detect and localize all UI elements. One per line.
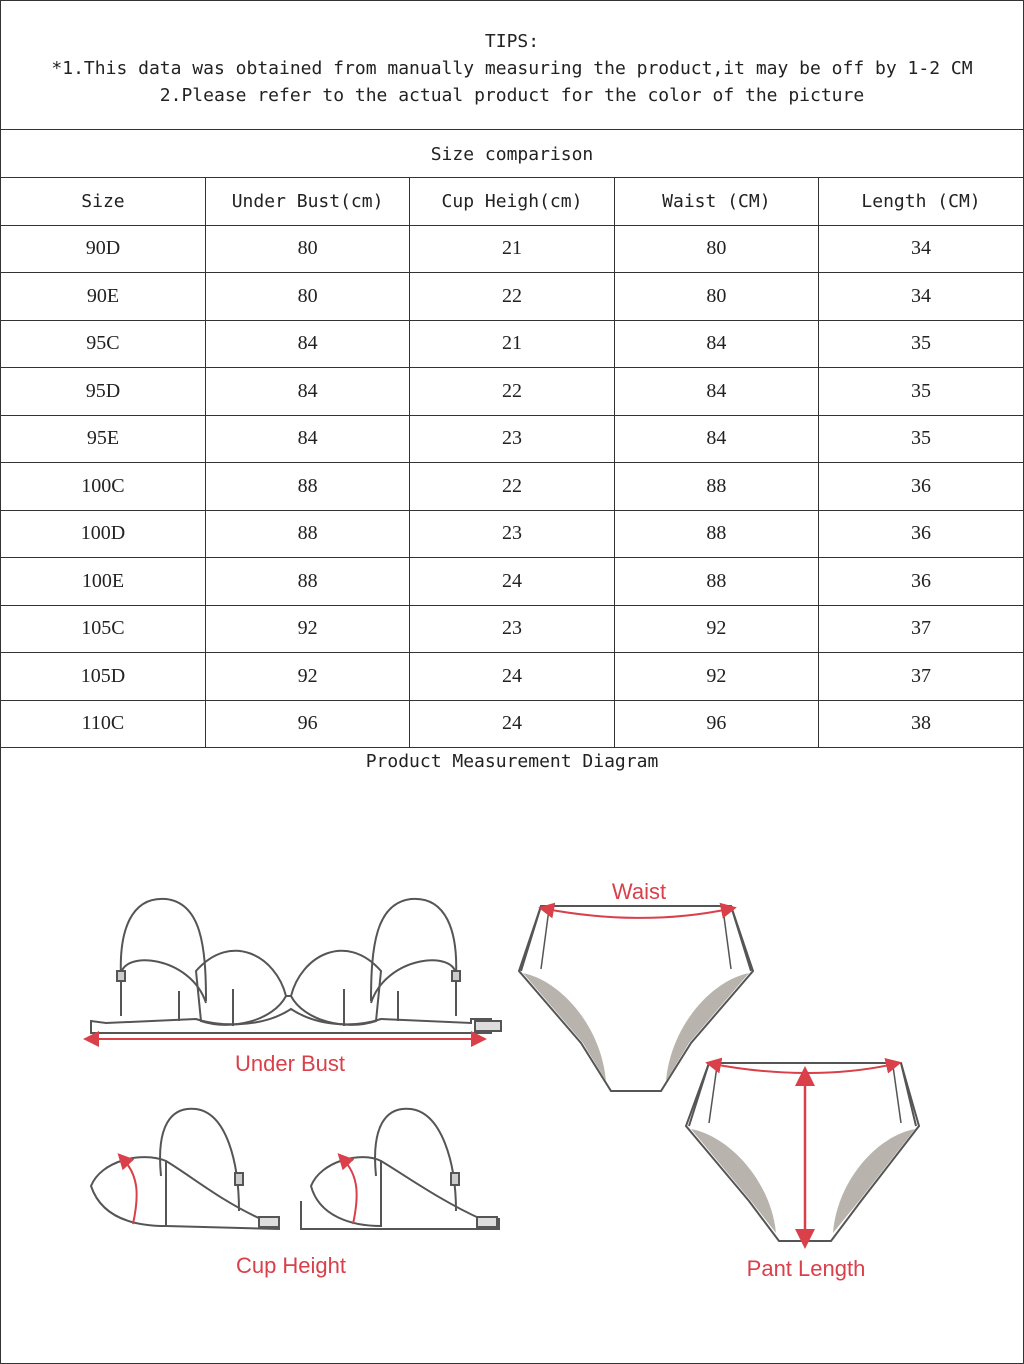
header-length: Length (CM) xyxy=(819,178,1023,225)
cup-height-arrow-right xyxy=(343,1159,357,1224)
cell: 24 xyxy=(410,558,614,606)
bra-side-illustration-right xyxy=(301,1109,499,1229)
cell: 88 xyxy=(614,510,818,558)
table-row xyxy=(1,415,1023,463)
cell: 24 xyxy=(410,700,614,748)
cell: 23 xyxy=(410,605,614,653)
cell: 96 xyxy=(614,700,818,748)
cell: 80 xyxy=(205,225,409,273)
waist-arrow xyxy=(546,909,729,918)
table-row xyxy=(1,558,1023,606)
cell: 84 xyxy=(614,368,818,416)
cell: 84 xyxy=(614,415,818,463)
cell: 36 xyxy=(819,558,1023,606)
panty-front-illustration xyxy=(686,1063,919,1241)
table-row xyxy=(1,273,1023,321)
cell: 90D xyxy=(1,225,205,273)
header-cup-height: Cup Heigh(cm) xyxy=(410,178,614,225)
table-row xyxy=(1,653,1023,701)
table-row xyxy=(1,320,1023,368)
cell: 22 xyxy=(410,273,614,321)
table-caption: Size comparison xyxy=(1,130,1023,178)
cell: 100E xyxy=(1,558,205,606)
cell: 88 xyxy=(614,463,818,511)
cell: 37 xyxy=(819,653,1023,701)
cell: 84 xyxy=(205,415,409,463)
cell: 88 xyxy=(205,463,409,511)
cell: 92 xyxy=(614,605,818,653)
cell: 96 xyxy=(205,700,409,748)
tips-line-2: 2.Please refer to the actual product for the color of the picture xyxy=(159,85,865,106)
cell: 92 xyxy=(205,605,409,653)
cell: 22 xyxy=(410,463,614,511)
tips-heading: TIPS: xyxy=(484,31,540,52)
cell: 80 xyxy=(614,273,818,321)
cell: 24 xyxy=(410,653,614,701)
header-waist: Waist (CM) xyxy=(614,178,818,225)
cell: 105D xyxy=(1,653,205,701)
cell: 88 xyxy=(614,558,818,606)
measurement-diagram xyxy=(1,781,1023,1361)
under-bust-label: Under Bust xyxy=(234,1051,346,1076)
cell: 100C xyxy=(1,463,205,511)
cell: 110C xyxy=(1,700,205,748)
diagram-title: Product Measurement Diagram xyxy=(365,751,659,772)
table-row xyxy=(1,510,1023,558)
header-under-bust: Under Bust(cm) xyxy=(205,178,409,225)
cell: 84 xyxy=(614,320,818,368)
size-table xyxy=(1,178,1023,748)
cup-height-arrow-left xyxy=(123,1159,137,1224)
cell: 95E xyxy=(1,415,205,463)
cell: 84 xyxy=(205,320,409,368)
table-row xyxy=(1,700,1023,748)
cell: 35 xyxy=(819,415,1023,463)
bra-side-illustration-left xyxy=(91,1109,279,1229)
cell: 22 xyxy=(410,368,614,416)
cell: 90E xyxy=(1,273,205,321)
cell: 35 xyxy=(819,368,1023,416)
cell: 36 xyxy=(819,463,1023,511)
cell: 37 xyxy=(819,605,1023,653)
cell: 100D xyxy=(1,510,205,558)
cell: 80 xyxy=(614,225,818,273)
cell: 95C xyxy=(1,320,205,368)
cell: 21 xyxy=(410,225,614,273)
header-size: Size xyxy=(1,178,205,225)
cell: 88 xyxy=(205,510,409,558)
cell: 35 xyxy=(819,320,1023,368)
cell: 92 xyxy=(614,653,818,701)
cell: 92 xyxy=(205,653,409,701)
cell: 36 xyxy=(819,510,1023,558)
waist-label: Waist xyxy=(611,879,667,904)
cell: 105C xyxy=(1,605,205,653)
table-row xyxy=(1,225,1023,273)
cell: 84 xyxy=(205,368,409,416)
cell: 95D xyxy=(1,368,205,416)
cell: 34 xyxy=(819,225,1023,273)
pant-waist-arrow xyxy=(713,1064,894,1073)
cell: 38 xyxy=(819,700,1023,748)
table-row xyxy=(1,605,1023,653)
bra-front-illustration xyxy=(91,899,501,1033)
cell: 23 xyxy=(410,415,614,463)
table-row xyxy=(1,368,1023,416)
pant-length-label: Pant Length xyxy=(746,1256,866,1281)
cell: 80 xyxy=(205,273,409,321)
cell: 21 xyxy=(410,320,614,368)
cell: 23 xyxy=(410,510,614,558)
table-row xyxy=(1,463,1023,511)
cell: 88 xyxy=(205,558,409,606)
cell: 34 xyxy=(819,273,1023,321)
table-header-row xyxy=(1,178,1023,225)
tips-section xyxy=(1,1,1023,130)
tips-line-1: *1.This data was obtained from manually measuring the product,it may be off by 1-2 CM xyxy=(51,58,973,79)
cup-height-label: Cup Height xyxy=(235,1253,347,1278)
